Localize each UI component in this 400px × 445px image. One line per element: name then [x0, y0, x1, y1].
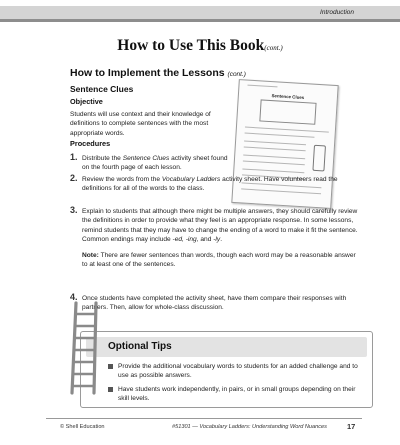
step-number: 2. [70, 173, 78, 183]
step-number: 1. [70, 152, 78, 162]
procedures-heading: Procedures [70, 139, 111, 148]
step-text: Distribute the Sentence Clues activity sheet found on the fourth page of each lesson. [82, 155, 228, 172]
section-label: Introduction [320, 9, 354, 16]
footer-divider [46, 418, 362, 419]
square-bullet-icon [108, 387, 113, 392]
thumbnail-title: Sentence Clues [271, 93, 305, 101]
subtitle-cont: (cont.) [227, 71, 246, 78]
step-text: Explain to students that although there might be multiple answers, they should carefully review the definitions in order to provide what they feel is an appropriate response. In some lessons, remind students that they may have to change the ending of a word to make it fit the sentence. Common endings may include -ed, -ing, and -ly. Note: There are fewer sentences than words, though each word may be a reasonable answer to at least one of the sentences. [82, 207, 360, 269]
footer-book-title: #51301 — Vocabulary Ladders: Understanding Word Nuances [172, 424, 327, 430]
subtitle-text: How to Implement the Lessons [70, 67, 225, 79]
page-title-cont: (cont.) [264, 44, 283, 52]
page-title-text: How to Use This Book [117, 37, 265, 54]
optional-tips-title: Optional Tips [108, 341, 172, 352]
tip-text: Have students work independently, in pairs, or in small groups depending on their skill levels. [118, 386, 356, 403]
tip-text: Provide the additional vocabulary words to students for an added challenge and to use as possible answers. [118, 363, 358, 380]
step-number: 4. [70, 292, 78, 302]
objective-heading: Objective [70, 97, 103, 106]
step-number: 3. [70, 205, 78, 215]
square-bullet-icon [108, 364, 113, 369]
step-text: Review the words from the Vocabulary Ladders activity sheet. Have volunteers read the definitions for all of the words to the class. [82, 176, 338, 193]
footer-publisher: © Shell Education [60, 424, 105, 430]
page-number: 17 [347, 422, 356, 431]
objective-text: Students will use context and their knowledge of definitions to complete sentences with the most appropriate words. [70, 111, 211, 137]
step-text: Once students have completed the activity sheet, have them compare their responses with partners. Then, allow for whole-class discussion. [82, 295, 347, 312]
section-subtitle [70, 67, 246, 79]
ladder-icon [64, 300, 104, 395]
step-note: Note: There are fewer sentences than words, though each word may be a reasonable answer to at least one of the sentences. [82, 251, 356, 269]
sentence-clues-heading: Sentence Clues [70, 84, 134, 94]
page-title [0, 37, 400, 55]
pencil-icon [312, 145, 326, 172]
